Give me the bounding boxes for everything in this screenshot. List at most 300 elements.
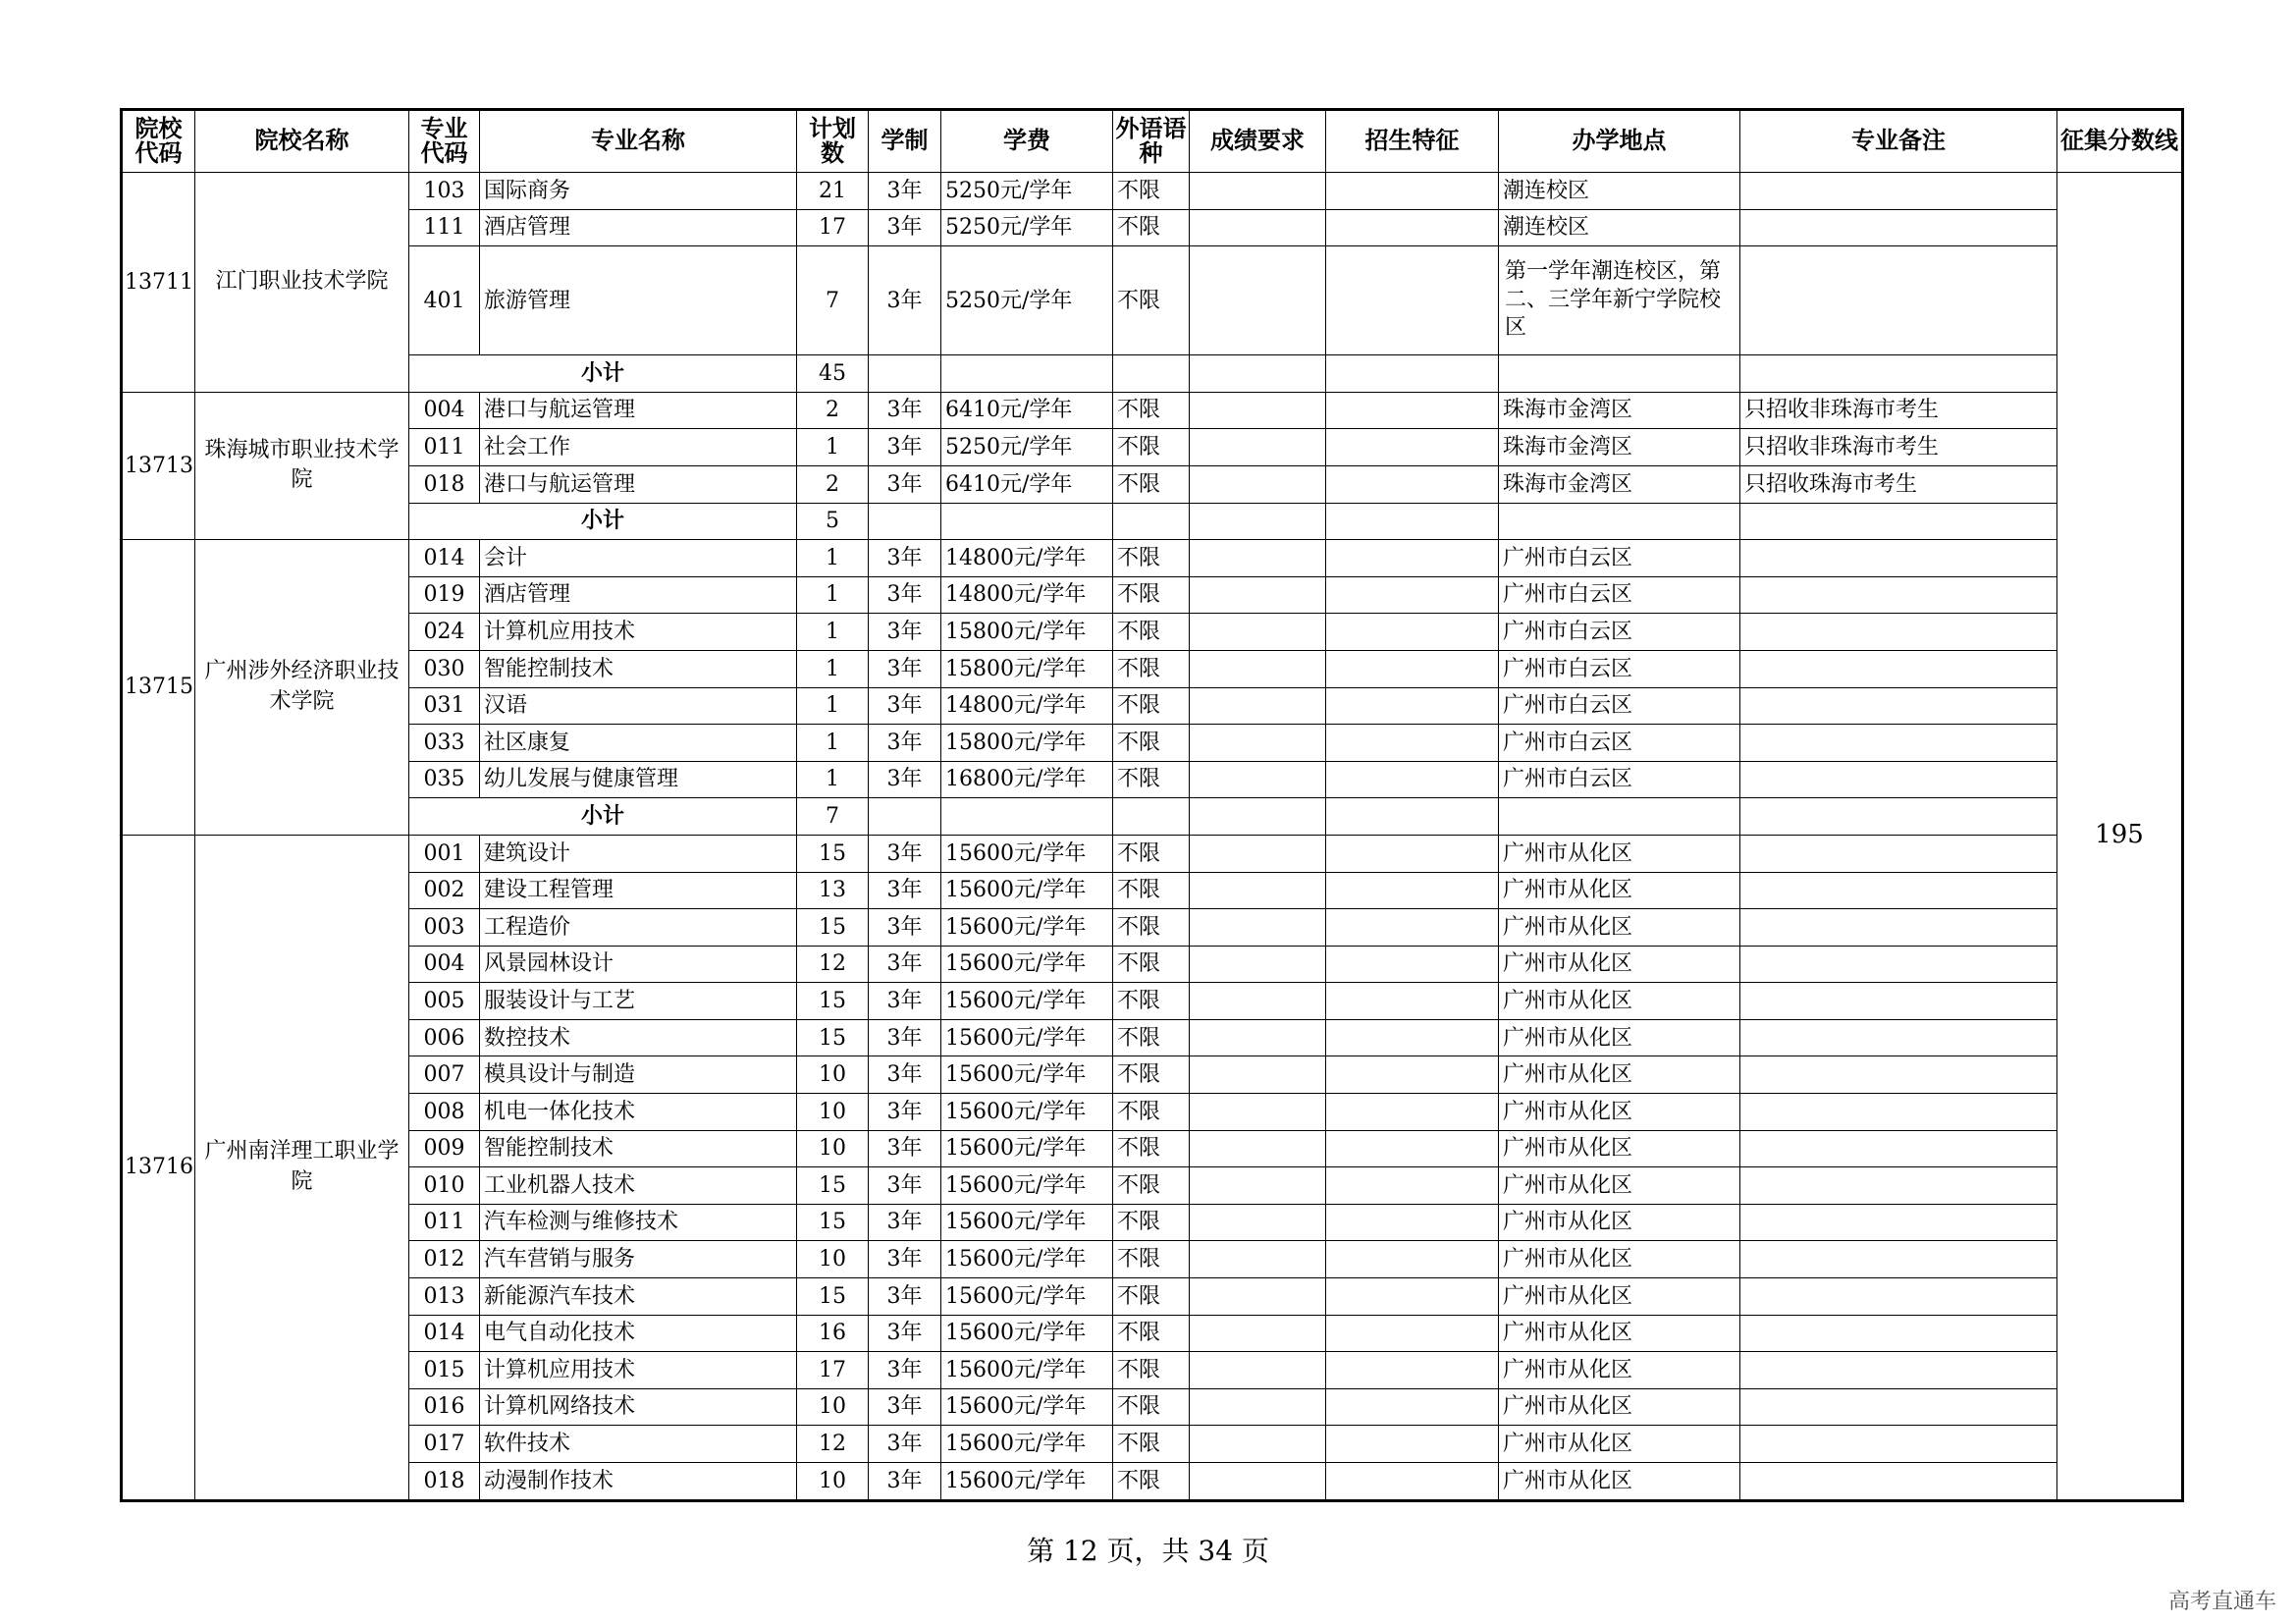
score-requirement <box>1190 761 1326 798</box>
duration: 3年 <box>869 1204 941 1241</box>
major-code: 010 <box>409 1167 480 1205</box>
admission-features <box>1326 725 1499 762</box>
remarks <box>1740 209 2057 246</box>
location: 广州市白云区 <box>1499 687 1740 725</box>
duration: 3年 <box>869 392 941 429</box>
tuition: 14800元/学年 <box>941 687 1113 725</box>
plan-count: 1 <box>797 761 869 798</box>
admission-features <box>1326 1315 1499 1352</box>
language: 不限 <box>1113 1056 1190 1094</box>
major-name: 数控技术 <box>480 1019 797 1056</box>
remarks <box>1740 1352 2057 1389</box>
admission-features <box>1326 1167 1499 1205</box>
tuition: 6410元/学年 <box>941 465 1113 503</box>
empty-score-req <box>1190 355 1326 393</box>
score-requirement <box>1190 650 1326 687</box>
plan-count: 15 <box>797 1204 869 1241</box>
plan-count: 10 <box>797 1241 869 1278</box>
tuition: 5250元/学年 <box>941 173 1113 210</box>
location: 广州市白云区 <box>1499 650 1740 687</box>
remarks <box>1740 835 2057 872</box>
plan-count: 1 <box>797 650 869 687</box>
major-name: 风景园林设计 <box>480 946 797 983</box>
major-code: 006 <box>409 1019 480 1056</box>
admission-features <box>1326 576 1499 614</box>
score-requirement <box>1190 1019 1326 1056</box>
duration: 3年 <box>869 465 941 503</box>
table-header <box>122 110 2183 173</box>
tuition: 15600元/学年 <box>941 1241 1113 1278</box>
location: 广州市从化区 <box>1499 1278 1740 1316</box>
language: 不限 <box>1113 1315 1190 1352</box>
table-body <box>122 173 2183 1501</box>
major-name: 智能控制技术 <box>480 650 797 687</box>
major-name: 汉语 <box>480 687 797 725</box>
location: 潮连校区 <box>1499 173 1740 210</box>
table-row <box>122 1167 2183 1205</box>
table-row <box>122 983 2183 1020</box>
major-code: 001 <box>409 835 480 872</box>
remarks: 只招收珠海市考生 <box>1740 465 2057 503</box>
subtotal-row <box>122 355 2183 393</box>
page-number: 第 12 页，共 34 页 <box>1027 1535 1269 1567</box>
language: 不限 <box>1113 429 1190 466</box>
major-code: 011 <box>409 429 480 466</box>
empty-features <box>1326 798 1499 836</box>
major-name: 计算机网络技术 <box>480 1388 797 1426</box>
table-row <box>122 173 2183 210</box>
score-requirement <box>1190 835 1326 872</box>
score-requirement <box>1190 209 1326 246</box>
admission-features <box>1326 835 1499 872</box>
location: 广州市从化区 <box>1499 1130 1740 1167</box>
table-row <box>122 429 2183 466</box>
admission-plan-table <box>120 108 2184 1502</box>
subtotal-label: 小计 <box>409 503 797 540</box>
admission-features <box>1326 1204 1499 1241</box>
remarks <box>1740 540 2057 577</box>
duration: 3年 <box>869 909 941 947</box>
admission-features <box>1326 872 1499 909</box>
remarks <box>1740 614 2057 651</box>
tuition: 15600元/学年 <box>941 1204 1113 1241</box>
tuition: 14800元/学年 <box>941 576 1113 614</box>
location: 广州市白云区 <box>1499 725 1740 762</box>
tuition: 15600元/学年 <box>941 1315 1113 1352</box>
header-tuition: 学费 <box>941 110 1113 173</box>
admission-features <box>1326 1278 1499 1316</box>
plan-count: 12 <box>797 946 869 983</box>
remarks <box>1740 983 2057 1020</box>
tuition: 15600元/学年 <box>941 983 1113 1020</box>
major-name: 计算机应用技术 <box>480 614 797 651</box>
location: 广州市白云区 <box>1499 761 1740 798</box>
admission-features <box>1326 540 1499 577</box>
location: 广州市从化区 <box>1499 1056 1740 1094</box>
tuition: 15600元/学年 <box>941 909 1113 947</box>
table-row <box>122 1426 2183 1463</box>
institution-code: 13715 <box>122 540 195 836</box>
header-duration: 学制 <box>869 110 941 173</box>
score-requirement <box>1190 909 1326 947</box>
language: 不限 <box>1113 872 1190 909</box>
location: 广州市从化区 <box>1499 1426 1740 1463</box>
remarks <box>1740 576 2057 614</box>
remarks <box>1740 946 2057 983</box>
remarks <box>1740 1241 2057 1278</box>
cutoff-score: 195 <box>2057 173 2183 1501</box>
remarks: 只招收非珠海市考生 <box>1740 429 2057 466</box>
plan-count: 10 <box>797 1388 869 1426</box>
empty-tuition <box>941 355 1113 393</box>
remarks <box>1740 1426 2057 1463</box>
table-row <box>122 540 2183 577</box>
table-row <box>122 246 2183 355</box>
remarks <box>1740 872 2057 909</box>
major-code: 003 <box>409 909 480 947</box>
table-row <box>122 1463 2183 1501</box>
empty-remarks <box>1740 355 2057 393</box>
admission-features <box>1326 209 1499 246</box>
table-row <box>122 1352 2183 1389</box>
empty-remarks <box>1740 503 2057 540</box>
plan-count: 17 <box>797 209 869 246</box>
duration: 3年 <box>869 1241 941 1278</box>
score-requirement <box>1190 983 1326 1020</box>
admission-features <box>1326 1094 1499 1131</box>
header-features: 招生特征 <box>1326 110 1499 173</box>
plan-count: 15 <box>797 983 869 1020</box>
score-requirement <box>1190 1130 1326 1167</box>
subtotal-value: 45 <box>797 355 869 393</box>
plan-count: 15 <box>797 1278 869 1316</box>
plan-count: 13 <box>797 872 869 909</box>
table-row <box>122 1019 2183 1056</box>
empty-duration <box>869 503 941 540</box>
location: 广州市从化区 <box>1499 1315 1740 1352</box>
admission-features <box>1326 946 1499 983</box>
tuition: 15600元/学年 <box>941 1019 1113 1056</box>
remarks <box>1740 1315 2057 1352</box>
tuition: 15800元/学年 <box>941 725 1113 762</box>
score-requirement <box>1190 1094 1326 1131</box>
duration: 3年 <box>869 1315 941 1352</box>
table-row <box>122 1278 2183 1316</box>
empty-score-req <box>1190 503 1326 540</box>
institution-name: 江门职业技术学院 <box>195 173 409 393</box>
empty-duration <box>869 355 941 393</box>
major-name: 社区康复 <box>480 725 797 762</box>
tuition: 15600元/学年 <box>941 1094 1113 1131</box>
plan-count: 21 <box>797 173 869 210</box>
table-row <box>122 1315 2183 1352</box>
tuition: 15600元/学年 <box>941 1278 1113 1316</box>
language: 不限 <box>1113 909 1190 947</box>
duration: 3年 <box>869 1426 941 1463</box>
score-requirement <box>1190 946 1326 983</box>
duration: 3年 <box>869 872 941 909</box>
score-requirement <box>1190 1463 1326 1501</box>
location: 广州市从化区 <box>1499 1388 1740 1426</box>
admission-features <box>1326 173 1499 210</box>
language: 不限 <box>1113 650 1190 687</box>
score-requirement <box>1190 872 1326 909</box>
admission-features <box>1326 1463 1499 1501</box>
major-code: 004 <box>409 946 480 983</box>
major-name: 港口与航运管理 <box>480 392 797 429</box>
subtotal-value: 5 <box>797 503 869 540</box>
major-name: 模具设计与制造 <box>480 1056 797 1094</box>
institution-name: 珠海城市职业技术学院 <box>195 392 409 539</box>
tuition: 15600元/学年 <box>941 1463 1113 1501</box>
language: 不限 <box>1113 540 1190 577</box>
location: 第一学年潮连校区，第二、三学年新宁学院校区 <box>1499 246 1740 355</box>
language: 不限 <box>1113 761 1190 798</box>
header-major-name: 专业名称 <box>480 110 797 173</box>
empty-score-req <box>1190 798 1326 836</box>
location: 珠海市金湾区 <box>1499 465 1740 503</box>
score-requirement <box>1190 465 1326 503</box>
score-requirement <box>1190 1056 1326 1094</box>
language: 不限 <box>1113 1426 1190 1463</box>
table-row <box>122 687 2183 725</box>
score-requirement <box>1190 725 1326 762</box>
admission-features <box>1326 392 1499 429</box>
duration: 3年 <box>869 650 941 687</box>
major-name: 社会工作 <box>480 429 797 466</box>
table-row <box>122 576 2183 614</box>
major-name: 服装设计与工艺 <box>480 983 797 1020</box>
tuition: 6410元/学年 <box>941 392 1113 429</box>
language: 不限 <box>1113 392 1190 429</box>
empty-duration <box>869 798 941 836</box>
admission-features <box>1326 1426 1499 1463</box>
empty-remarks <box>1740 798 2057 836</box>
plan-count: 1 <box>797 614 869 651</box>
admission-features <box>1326 650 1499 687</box>
table-row <box>122 392 2183 429</box>
major-name: 酒店管理 <box>480 576 797 614</box>
major-name: 旅游管理 <box>480 246 797 355</box>
remarks <box>1740 761 2057 798</box>
location: 广州市从化区 <box>1499 835 1740 872</box>
empty-location <box>1499 503 1740 540</box>
major-name: 国际商务 <box>480 173 797 210</box>
admission-features <box>1326 983 1499 1020</box>
duration: 3年 <box>869 983 941 1020</box>
major-name: 计算机应用技术 <box>480 1352 797 1389</box>
plan-count: 7 <box>797 246 869 355</box>
duration: 3年 <box>869 1094 941 1131</box>
table-row <box>122 872 2183 909</box>
institution-name: 广州南洋理工职业学院 <box>195 835 409 1500</box>
duration: 3年 <box>869 429 941 466</box>
table-row <box>122 209 2183 246</box>
major-code: 009 <box>409 1130 480 1167</box>
major-name: 建筑设计 <box>480 835 797 872</box>
score-requirement <box>1190 1241 1326 1278</box>
admission-features <box>1326 465 1499 503</box>
remarks <box>1740 687 2057 725</box>
empty-language <box>1113 798 1190 836</box>
admission-features <box>1326 1388 1499 1426</box>
plan-count: 1 <box>797 429 869 466</box>
language: 不限 <box>1113 1463 1190 1501</box>
admission-features <box>1326 909 1499 947</box>
duration: 3年 <box>869 725 941 762</box>
language: 不限 <box>1113 983 1190 1020</box>
tuition: 15600元/学年 <box>941 835 1113 872</box>
header-major-code: 专业代码 <box>409 110 480 173</box>
plan-count: 1 <box>797 725 869 762</box>
admission-features <box>1326 1130 1499 1167</box>
major-code: 005 <box>409 983 480 1020</box>
plan-count: 15 <box>797 909 869 947</box>
major-name: 新能源汽车技术 <box>480 1278 797 1316</box>
language: 不限 <box>1113 209 1190 246</box>
major-code: 103 <box>409 173 480 210</box>
score-requirement <box>1190 1278 1326 1316</box>
score-requirement <box>1190 1352 1326 1389</box>
duration: 3年 <box>869 576 941 614</box>
location: 广州市白云区 <box>1499 614 1740 651</box>
major-code: 002 <box>409 872 480 909</box>
major-code: 030 <box>409 650 480 687</box>
location: 广州市白云区 <box>1499 540 1740 577</box>
remarks <box>1740 1204 2057 1241</box>
table-row <box>122 1056 2183 1094</box>
header-location: 办学地点 <box>1499 110 1740 173</box>
location: 珠海市金湾区 <box>1499 429 1740 466</box>
major-name: 港口与航运管理 <box>480 465 797 503</box>
tuition: 5250元/学年 <box>941 209 1113 246</box>
location: 广州市从化区 <box>1499 1352 1740 1389</box>
location: 广州市从化区 <box>1499 1463 1740 1501</box>
duration: 3年 <box>869 1019 941 1056</box>
language: 不限 <box>1113 1167 1190 1205</box>
table-row <box>122 1130 2183 1167</box>
language: 不限 <box>1113 1094 1190 1131</box>
remarks <box>1740 1130 2057 1167</box>
table-row <box>122 650 2183 687</box>
institution-code: 13711 <box>122 173 195 393</box>
major-code: 011 <box>409 1204 480 1241</box>
remarks <box>1740 1388 2057 1426</box>
location: 广州市从化区 <box>1499 909 1740 947</box>
major-name: 软件技术 <box>480 1426 797 1463</box>
major-code: 018 <box>409 465 480 503</box>
major-code: 007 <box>409 1056 480 1094</box>
tuition: 15600元/学年 <box>941 872 1113 909</box>
language: 不限 <box>1113 1278 1190 1316</box>
language: 不限 <box>1113 576 1190 614</box>
admission-features <box>1326 1019 1499 1056</box>
major-code: 013 <box>409 1278 480 1316</box>
empty-language <box>1113 355 1190 393</box>
plan-count: 10 <box>797 1094 869 1131</box>
duration: 3年 <box>869 1352 941 1389</box>
institution-code: 13713 <box>122 392 195 539</box>
subtotal-row <box>122 798 2183 836</box>
major-name: 汽车检测与维修技术 <box>480 1204 797 1241</box>
duration: 3年 <box>869 1130 941 1167</box>
major-code: 004 <box>409 392 480 429</box>
major-code: 015 <box>409 1352 480 1389</box>
admission-features <box>1326 429 1499 466</box>
plan-count: 10 <box>797 1130 869 1167</box>
language: 不限 <box>1113 687 1190 725</box>
header-language: 外语语种 <box>1113 110 1190 173</box>
location: 潮连校区 <box>1499 209 1740 246</box>
language: 不限 <box>1113 1388 1190 1426</box>
empty-tuition <box>941 798 1113 836</box>
language: 不限 <box>1113 1130 1190 1167</box>
tuition: 15800元/学年 <box>941 614 1113 651</box>
language: 不限 <box>1113 246 1190 355</box>
major-code: 014 <box>409 1315 480 1352</box>
duration: 3年 <box>869 946 941 983</box>
admission-features <box>1326 1352 1499 1389</box>
remarks <box>1740 1019 2057 1056</box>
plan-count: 16 <box>797 1315 869 1352</box>
table-row <box>122 1388 2183 1426</box>
empty-features <box>1326 503 1499 540</box>
plan-count: 2 <box>797 392 869 429</box>
institution-name: 广州涉外经济职业技术学院 <box>195 540 409 836</box>
table-row <box>122 614 2183 651</box>
admission-features <box>1326 246 1499 355</box>
language: 不限 <box>1113 465 1190 503</box>
major-name: 汽车营销与服务 <box>480 1241 797 1278</box>
major-code: 035 <box>409 761 480 798</box>
admission-features <box>1326 761 1499 798</box>
major-code: 401 <box>409 246 480 355</box>
major-code: 016 <box>409 1388 480 1426</box>
plan-count: 2 <box>797 465 869 503</box>
plan-count: 1 <box>797 576 869 614</box>
score-requirement <box>1190 173 1326 210</box>
major-code: 111 <box>409 209 480 246</box>
tuition: 5250元/学年 <box>941 429 1113 466</box>
tuition: 15600元/学年 <box>941 1388 1113 1426</box>
major-code: 008 <box>409 1094 480 1131</box>
location: 广州市从化区 <box>1499 1019 1740 1056</box>
language: 不限 <box>1113 725 1190 762</box>
location: 广州市从化区 <box>1499 872 1740 909</box>
duration: 3年 <box>869 1056 941 1094</box>
location: 广州市从化区 <box>1499 946 1740 983</box>
tuition: 5250元/学年 <box>941 246 1113 355</box>
empty-tuition <box>941 503 1113 540</box>
table-row <box>122 1094 2183 1131</box>
plan-count: 1 <box>797 687 869 725</box>
subtotal-row <box>122 503 2183 540</box>
empty-location <box>1499 798 1740 836</box>
score-requirement <box>1190 540 1326 577</box>
remarks: 只招收非珠海市考生 <box>1740 392 2057 429</box>
score-requirement <box>1190 1315 1326 1352</box>
header-cutoff: 征集分数线 <box>2057 110 2183 173</box>
remarks <box>1740 1094 2057 1131</box>
tuition: 14800元/学年 <box>941 540 1113 577</box>
table-row <box>122 1241 2183 1278</box>
language: 不限 <box>1113 173 1190 210</box>
tuition: 15800元/学年 <box>941 650 1113 687</box>
duration: 3年 <box>869 1463 941 1501</box>
score-requirement <box>1190 614 1326 651</box>
score-requirement <box>1190 1426 1326 1463</box>
table-row <box>122 909 2183 947</box>
